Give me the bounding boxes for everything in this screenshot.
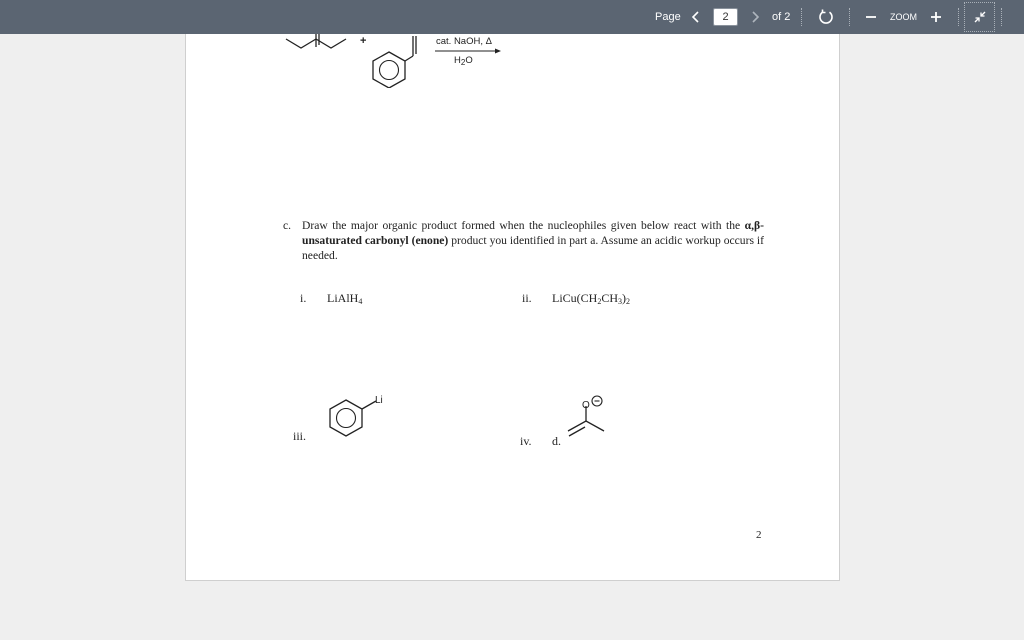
toolbar-divider (958, 8, 959, 26)
item-ii-reagent: $LiCu(CH_2CH_3)_2$ (552, 291, 631, 306)
toolbar-divider (801, 8, 802, 26)
page-label: Page (655, 11, 681, 23)
benzaldehyde-ring (373, 52, 405, 88)
item-iv-number: iv. (520, 434, 532, 448)
chevron-left-icon (689, 8, 703, 26)
chevron-right-icon (748, 8, 762, 26)
item-i-reagent: LiAlH$_4$ (327, 291, 363, 306)
toolbar-divider (1001, 8, 1002, 26)
zoom-in-button[interactable] (929, 8, 943, 26)
collapse-button[interactable] (964, 2, 995, 32)
viewer-toolbar (0, 0, 1024, 34)
item-iii-number: iii. (293, 429, 307, 443)
plus-sign: + (360, 35, 367, 47)
page-number-input[interactable]: 2 (713, 8, 738, 26)
zoom-out-button[interactable] (864, 8, 878, 26)
reaction-conditions-top: cat. NaOH, Δ (436, 36, 492, 47)
item-iv-letter: d. (552, 434, 561, 448)
toolbar-divider (849, 8, 850, 26)
oxygen-label: O (582, 400, 590, 411)
prev-page-button[interactable] (689, 8, 703, 26)
enone-term: α,β-unsaturated carbonyl (enone) (302, 219, 764, 247)
question-text: Draw the major organic product formed when the nucleophiles given below react with the α,β-unsaturated carbonyl (enone) product you identified in part a. Assume an acidic workup occurs if needed. (302, 219, 764, 262)
item-ii-number: ii. (522, 291, 532, 305)
question-letter: c. (283, 219, 292, 232)
page-count-label: of 2 (772, 11, 791, 23)
zoom-label: ZOOM (890, 12, 917, 22)
minus-icon (864, 8, 878, 26)
reaction-conditions-bottom: $H_2O$ (454, 55, 473, 67)
next-page-button[interactable] (748, 8, 762, 26)
ketone-structure (286, 39, 316, 48)
rotate-button[interactable] (817, 8, 835, 26)
rotate-icon (817, 8, 835, 26)
plus-icon (929, 8, 943, 26)
lithium-label: Li (375, 395, 383, 406)
document-page (185, 34, 840, 581)
collapse-arrows-icon (965, 3, 994, 31)
page-number: 2 (756, 529, 762, 541)
item-i-number: i. (300, 291, 307, 305)
